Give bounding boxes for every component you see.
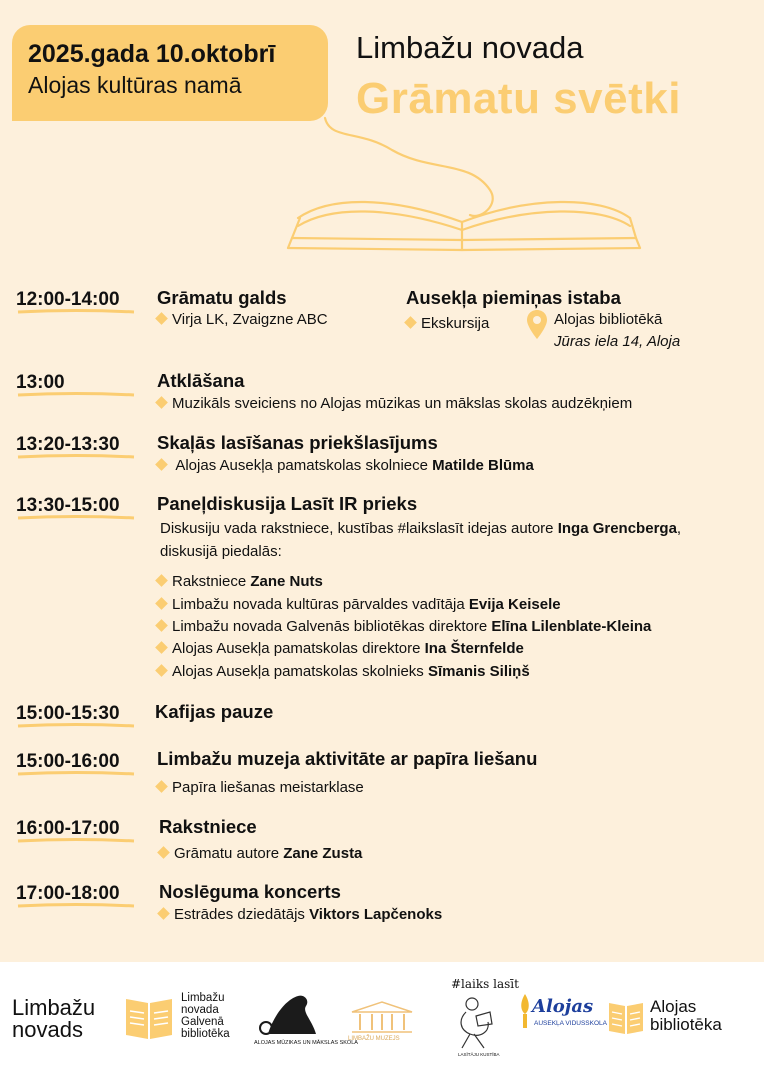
open-book-icon [0,0,764,270]
time-underline [16,389,136,401]
event-venue: Alojas kultūras namā [28,72,242,98]
museum-name: LIMBAŽU MUZEJS [348,1036,400,1042]
time-slot-6: 15:00-16:00 [16,751,120,772]
time-slot-8: 17:00-18:00 [16,883,120,904]
panelist: Limbažu novada Galvenās bibliotēkas direktore Elīna Lilenblate-Kleina [157,618,651,635]
galvena-biblioteka-logo: Limbažu novada Galvenā bibliotēka [181,992,230,1040]
flame-icon [518,992,532,1030]
time-underline [16,900,136,912]
alojas-school-logo: Alojas [532,996,594,1017]
time-underline [16,768,136,780]
time-underline [16,835,136,847]
bullet-icon [155,780,168,793]
event-title-1: Grāmatu galds [157,287,287,308]
panelist: Rakstniece Zane Nuts [157,573,323,590]
event-title-5: Kafijas pauze [155,701,274,722]
time-slot-7: 16:00-17:00 [16,818,120,839]
book-logo-icon [608,1000,644,1036]
time-slot-4: 13:30-15:00 [16,495,120,516]
event-title-7: Rakstniece [159,816,257,837]
time-slot-2: 13:00 [16,372,65,393]
location-name: Alojas bibliotēkā [554,311,663,328]
side-event-title: Ausekļa piemiņas istaba [406,287,621,308]
bullet-icon [157,846,170,859]
bullet-icon [155,312,168,325]
panelist: Alojas Ausekļa pamatskolas skolnieks Sīmanis Siliņš [157,663,530,680]
time-slot-5: 15:00-15:30 [16,703,120,724]
partner-logos-footer [0,962,764,1080]
time-underline [16,451,136,463]
panelist: Limbažu novada kultūras pārvaldes vadītāja Evija Keisele [157,596,561,613]
side-event-item: Ekskursija [406,315,489,332]
event-detail-8: Estrādes dziedātājs Viktors Lapčenoks [159,906,442,923]
alojas-biblioteka-logo: Alojas bibliotēka [650,997,722,1034]
event-detail-1: Virja LK, Zvaigzne ABC [157,311,328,328]
book-logo-icon [124,995,174,1041]
bullet-icon [155,574,168,587]
bullet-icon [155,396,168,409]
music-school-logo-icon [254,990,324,1038]
event-detail-6: Papīra liešanas meistarklase [157,779,364,796]
event-title-4: Paneļdiskusija Lasīt IR prieks [157,493,418,514]
bullet-icon [155,597,168,610]
bullet-icon [155,619,168,632]
limbazu-novads-logo: Limbažu novads [12,995,96,1042]
event-title-8: Noslēguma koncerts [159,881,341,902]
laikslasit-logo: #laiks lasīt [451,977,519,991]
poster-title: Grāmatu svētki [356,74,681,123]
time-underline [16,720,136,732]
event-detail-3: Alojas Ausekļa pamatskolas skolniece Matilde Blūma [157,457,534,474]
bullet-icon [155,641,168,654]
bullet-icon [404,316,417,329]
panelist: Alojas Ausekļa pamatskolas direktore Ina Šternfelde [157,640,524,657]
alojas-school-sub: AUSEKĻA VIDUSSKOLA [534,1020,607,1027]
event-title-3: Skaļās lasīšanas priekšlasījums [157,432,438,453]
time-underline [16,512,136,524]
location-pin-icon [526,309,548,341]
bullet-icon [155,664,168,677]
poster-subtitle: Limbažu novada [356,30,584,65]
event-detail-2: Muzikāls sveiciens no Alojas mūzikas un mākslas skolas audzēkņiem [157,395,632,412]
event-date: 2025.gada 10.oktobrī [28,40,276,68]
event-title-6: Limbažu muzeja aktivitāte ar papīra liešanu [157,748,538,769]
laikslasit-sub: LASĪTĀJU KUSTĪBA [458,1052,500,1057]
bullet-icon [155,458,168,471]
event-title-2: Atklāšana [157,370,245,391]
time-slot-1: 12:00-14:00 [16,289,120,310]
time-slot-3: 13:20-13:30 [16,434,120,455]
event-detail-7: Grāmatu autore Zane Zusta [159,845,362,862]
time-underline [16,306,136,318]
reader-sketch-icon [450,994,498,1052]
panel-intro-1: Diskusiju vada rakstniece, kustības #laikslasīt idejas autore Inga Grencberga, [160,520,682,537]
panel-intro-2: diskusijā piedalās: [160,543,282,560]
music-school-name: ALOJAS MŪZIKAS UN MĀKSLAS SKOLA [254,1040,358,1046]
location-address: Jūras iela 14, Aloja [554,333,681,350]
bullet-icon [157,907,170,920]
